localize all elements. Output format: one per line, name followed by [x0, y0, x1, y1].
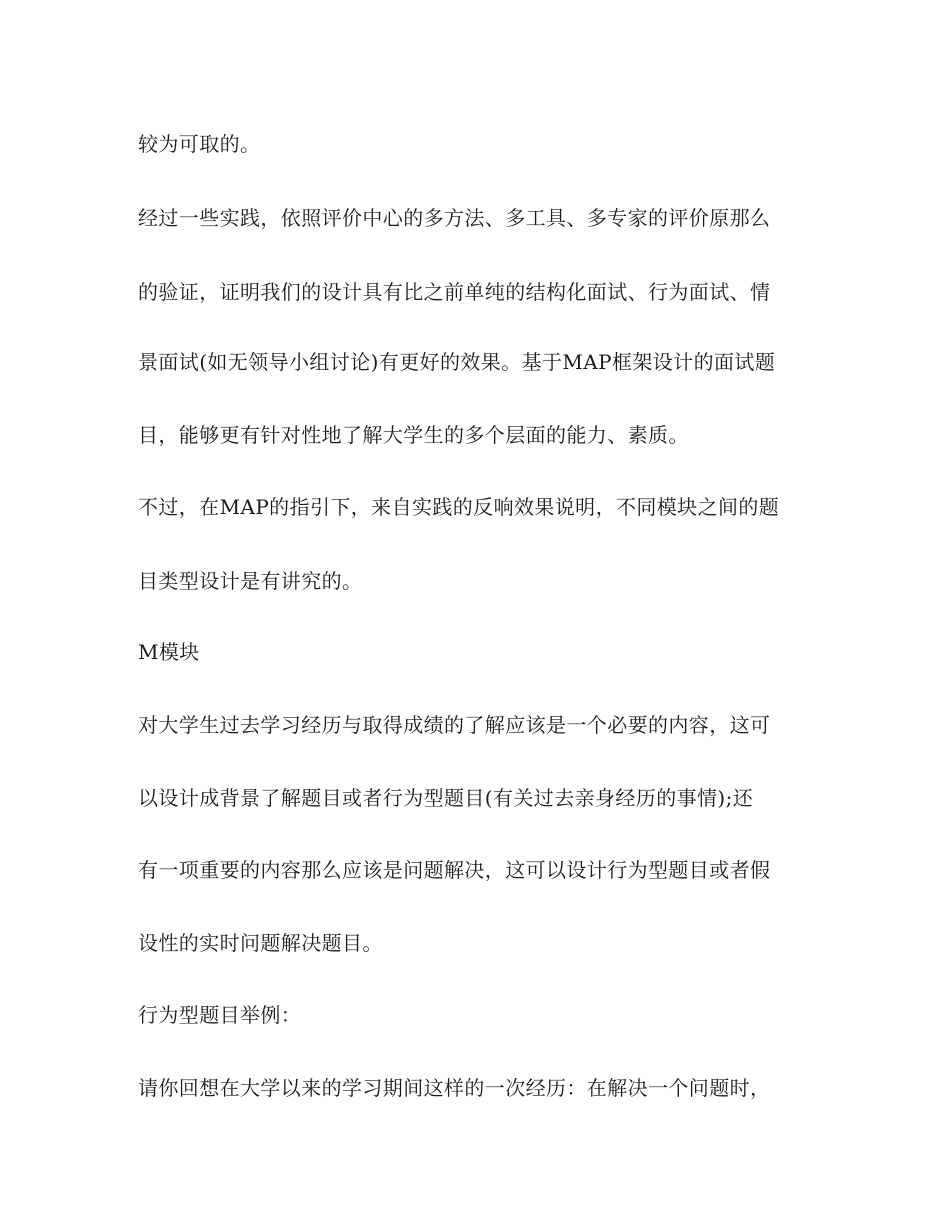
section-heading: M模块 [138, 640, 200, 664]
text-line: 景面试(如无领导小组讨论)有更好的效果。基于MAP框架设计的面试题 [138, 350, 776, 374]
text-line: 对大学生过去学习经历与取得成绩的了解应该是一个必要的内容，这可 [138, 713, 771, 737]
text-line: 较为可取的。 [138, 132, 261, 156]
text-line: 目类型设计是有讲究的。 [138, 569, 363, 593]
text-line: 有一项重要的内容那么应该是问题解决，这可以设计行为型题目或者假 [138, 858, 771, 882]
text-line: 设性的实时问题解决题目。 [138, 931, 383, 955]
text-line: 行为型题目举例： [138, 1003, 302, 1027]
text-line: 目，能够更有针对性地了解大学生的多个层面的能力、素质。 [138, 423, 689, 447]
text-line: 以设计成背景了解题目或者行为型题目(有关过去亲身经历的事情);还 [138, 786, 754, 810]
text-line: 不过，在MAP的指引下，来自实践的反响效果说明，不同模块之间的题 [138, 495, 780, 519]
text-line: 请你回想在大学以来的学习期间这样的一次经历：在解决一个问题时， [138, 1076, 771, 1100]
text-line: 经过一些实践，依照评价中心的多方法、多工具、多专家的评价原那么 [138, 206, 771, 230]
text-line: 的验证，证明我们的设计具有比之前单纯的结构化面试、行为面试、情 [138, 280, 771, 304]
